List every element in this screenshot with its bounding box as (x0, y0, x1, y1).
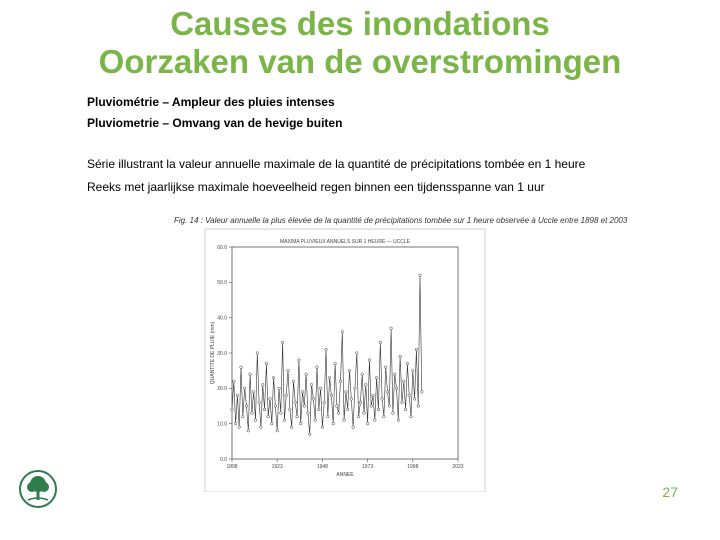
data-point (234, 422, 237, 425)
data-point (370, 405, 373, 408)
data-point (301, 391, 304, 394)
data-point (393, 373, 396, 376)
data-point (336, 405, 339, 408)
data-point (417, 405, 420, 408)
data-point (395, 387, 398, 390)
data-point (364, 384, 367, 387)
data-point (308, 433, 311, 436)
data-point (361, 373, 364, 376)
data-point (254, 419, 257, 422)
y-tick-label: 40.0 (217, 315, 227, 322)
data-point (381, 398, 384, 401)
data-point (339, 380, 342, 383)
data-point (231, 408, 234, 411)
data-point (281, 341, 284, 344)
data-point (384, 366, 387, 369)
data-point (321, 426, 324, 429)
data-point (267, 415, 270, 418)
data-point (265, 362, 268, 365)
data-point (305, 373, 308, 376)
data-point (415, 348, 418, 351)
rainfall-chart (174, 216, 544, 492)
y-tick-label: 30.0 (217, 350, 227, 357)
data-point (392, 412, 395, 415)
y-tick-label: 20.0 (217, 386, 227, 393)
description-nl: Reeks met jaarlijkse maximale hoeveelheid regen binnen een tijdensspanne van 1 uur (87, 180, 545, 194)
data-point (332, 422, 335, 425)
subtitle-nl: Pluviometrie – Omvang van de hevige buiten (87, 116, 343, 130)
data-point (289, 408, 292, 411)
data-point (310, 384, 313, 387)
data-point (240, 366, 243, 369)
data-point (236, 394, 239, 397)
figure-caption: Fig. 14 : Valeur annuelle la plus élevée de la quantité de précipitations tombée sur 1 heure observée à Uccle entre 1898 et 2003 (174, 216, 628, 225)
data-point (366, 422, 369, 425)
data-point (243, 387, 246, 390)
data-point (261, 384, 264, 387)
data-point (379, 341, 382, 344)
data-point (251, 412, 254, 415)
data-point (413, 398, 416, 401)
data-point (363, 412, 366, 415)
data-point (312, 398, 315, 401)
slide-title-nl: Oorzaken van de overstromingen (98, 43, 622, 80)
y-tick-label: 60.0 (217, 244, 227, 251)
data-point (242, 415, 245, 418)
data-point (419, 274, 422, 277)
data-point (285, 394, 288, 397)
data-point (404, 408, 407, 411)
data-point (249, 373, 252, 376)
data-point (258, 401, 261, 404)
data-point (272, 376, 275, 379)
data-point (383, 415, 386, 418)
data-point (390, 327, 393, 330)
data-point (359, 401, 362, 404)
data-point (410, 415, 413, 418)
data-point (319, 387, 322, 390)
data-point (352, 426, 355, 429)
data-point (377, 408, 380, 411)
rainfall-figure (174, 216, 628, 492)
x-tick-label: 2023 (452, 464, 464, 470)
data-point (278, 387, 281, 390)
data-point (386, 391, 389, 394)
data-point (368, 359, 371, 362)
data-point (421, 391, 424, 394)
data-point (330, 394, 333, 397)
y-axis-label: QUANTITE DE PLUIE (mm) (210, 321, 216, 385)
data-point (283, 419, 286, 422)
data-point (346, 408, 349, 411)
data-point (354, 387, 357, 390)
data-point (412, 369, 415, 372)
data-point (238, 426, 241, 429)
data-point (245, 405, 248, 408)
data-point (348, 369, 351, 372)
data-point (399, 355, 402, 358)
subtitle-fr: Pluviométrie – Ampleur des pluies intenses (87, 95, 335, 109)
data-point (341, 331, 344, 334)
data-point (323, 401, 326, 404)
data-point (402, 380, 405, 383)
data-point (316, 366, 319, 369)
data-point (408, 394, 411, 397)
page-number: 27 (662, 484, 678, 500)
data-point (375, 376, 378, 379)
x-tick-label: 1973 (362, 464, 374, 470)
data-point (334, 362, 337, 365)
data-point (343, 419, 346, 422)
data-point (337, 412, 340, 415)
data-point (325, 348, 328, 351)
data-point (314, 419, 317, 422)
data-point (299, 422, 302, 425)
chart-title: MAXIMA PLUVIEUX ANNUELS SUR 1 HEURE — UCCLE (279, 239, 411, 245)
y-tick-label: 50.0 (217, 280, 227, 287)
data-point (388, 405, 391, 408)
x-axis-label: ANNEE (336, 472, 354, 478)
data-point (401, 401, 404, 404)
data-point (256, 352, 259, 355)
data-point (350, 398, 353, 401)
data-point (294, 401, 297, 404)
data-point (292, 380, 295, 383)
data-point (280, 412, 283, 415)
x-tick-label: 1998 (407, 464, 419, 470)
slide-title-fr: Causes des inondations (170, 5, 550, 42)
data-point (397, 419, 400, 422)
x-tick-label: 1923 (271, 464, 283, 470)
data-point (307, 412, 310, 415)
y-tick-label: 0.0 (220, 456, 227, 463)
data-point (298, 359, 301, 362)
x-tick-label: 1948 (316, 464, 328, 470)
data-point (269, 398, 272, 401)
data-point (276, 429, 279, 432)
data-point (328, 376, 331, 379)
data-point (290, 426, 293, 429)
tree-logo-icon (18, 469, 58, 509)
data-point (374, 419, 377, 422)
data-point (357, 415, 360, 418)
data-point (260, 426, 263, 429)
data-point (327, 415, 330, 418)
data-point (303, 405, 306, 408)
data-point (263, 408, 266, 411)
data-point (270, 422, 273, 425)
data-point (345, 391, 348, 394)
x-tick-label: 1898 (226, 464, 238, 470)
data-point (233, 380, 236, 383)
y-tick-label: 10.0 (217, 421, 227, 428)
data-point (406, 362, 409, 365)
data-point (296, 415, 299, 418)
chart-frame (205, 229, 485, 492)
data-point (355, 352, 358, 355)
data-point (247, 429, 250, 432)
data-point (317, 408, 320, 411)
data-point (274, 405, 277, 408)
data-point (372, 394, 375, 397)
description-fr: Série illustrant la valeur annuelle maximale de la quantité de précipitations tombée en 1 heure (87, 157, 586, 171)
data-point (252, 391, 255, 394)
data-point (287, 369, 290, 372)
